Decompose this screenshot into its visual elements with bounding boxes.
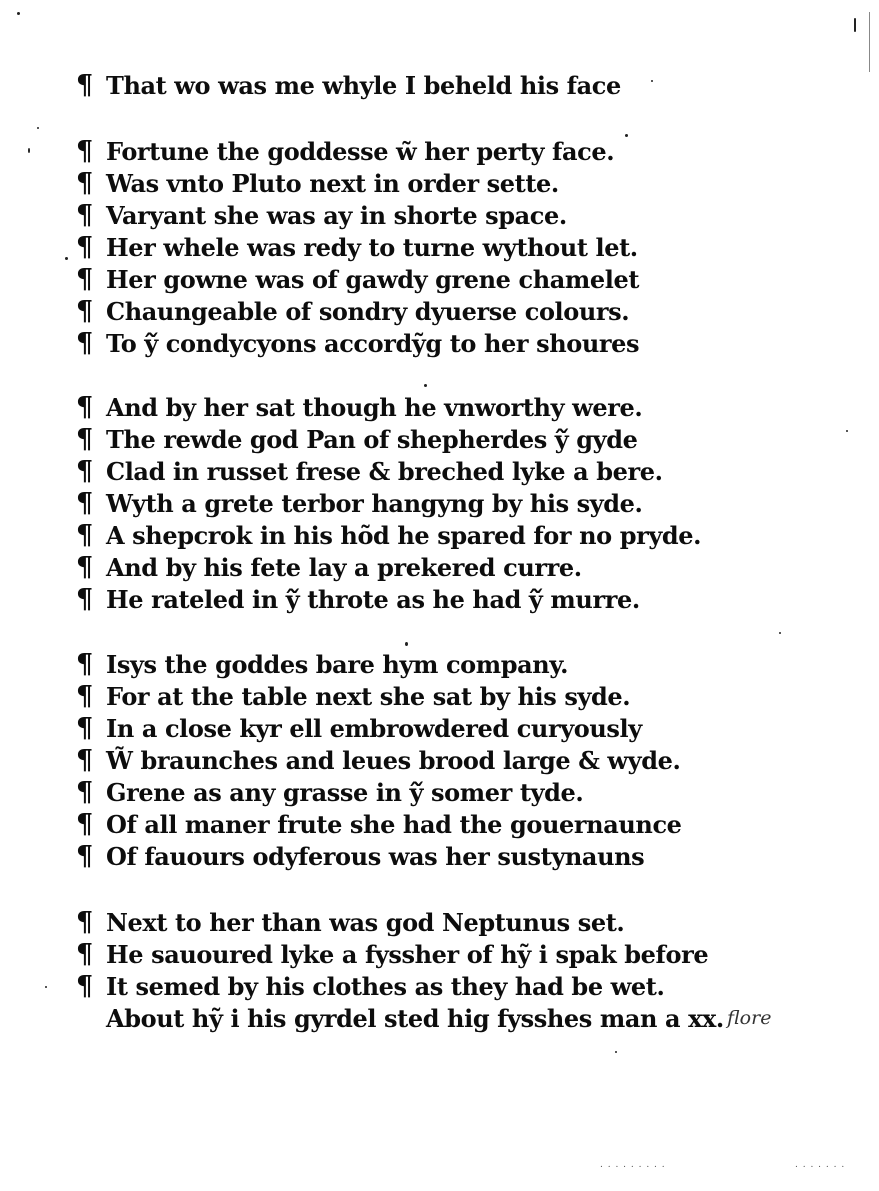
text-line	[76, 940, 708, 970]
ink-speck	[869, 12, 870, 72]
pilcrow-icon: ¶	[76, 584, 93, 615]
ink-speck	[854, 18, 856, 32]
pilcrow-icon: ¶	[76, 777, 93, 808]
line-text: Chaungeable of sondry dyuerse colours.	[106, 297, 630, 326]
page-edge-marks: . . . . . . . . .	[600, 1160, 666, 1170]
text-line	[76, 233, 638, 263]
ink-speck	[779, 632, 781, 634]
ink-speck	[28, 148, 30, 153]
line-text: Clad in russet frese & breched lyke a bere.	[106, 457, 663, 486]
pilcrow-icon: ¶	[76, 200, 93, 231]
pilcrow-icon: ¶	[76, 552, 93, 583]
ink-speck	[625, 134, 628, 137]
text-line	[76, 682, 630, 712]
line-text: Fortune the goddesse w̃ her perty face.	[106, 137, 615, 166]
pilcrow-icon: ¶	[76, 520, 93, 551]
line-text: Her gowne was of gawdy grene chamelet	[106, 265, 640, 294]
text-line	[76, 169, 559, 199]
line-text: Varyant she was ay in shorte space.	[106, 201, 567, 230]
ink-speck	[37, 127, 39, 129]
line-text: Grene as any grasse in y᷉ somer tyde.	[106, 778, 584, 807]
line-text: In a close kyr ell embrowdered curyously	[106, 714, 642, 743]
pilcrow-icon: ¶	[76, 456, 93, 487]
text-line	[76, 265, 639, 295]
line-text: About hỹ i his gyrdel sted hig fysshes man a xx.	[106, 1004, 724, 1033]
text-line	[76, 908, 624, 938]
text-line	[76, 329, 639, 359]
text-line	[76, 585, 640, 615]
pilcrow-icon: ¶	[76, 70, 93, 101]
line-text: Of all maner frute she had the gouernaunce	[106, 810, 682, 839]
text-line	[76, 1004, 724, 1034]
line-text: Wyth a grete terbor hangyng by his syde.	[106, 489, 643, 518]
text-line	[76, 297, 629, 327]
line-text: That wo was me whyle I beheld his face	[106, 71, 621, 100]
text-line	[76, 201, 567, 231]
line-text: The rewde god Pan of shepherdes y᷉ gyde	[106, 425, 638, 454]
pilcrow-icon: ¶	[76, 136, 93, 167]
line-text: Her whele was redy to turne wythout let.	[106, 233, 638, 262]
pilcrow-icon: ¶	[76, 392, 93, 423]
text-line	[76, 553, 582, 583]
pilcrow-icon	[76, 1004, 106, 1034]
line-text: Next to her than was god Neptunus set.	[106, 908, 625, 937]
line-text: He rateled in y᷉ throte as he had y᷉ murre.	[106, 585, 640, 614]
line-text: He sauoured lyke a fyssher of hỹ i spak before	[106, 940, 709, 969]
pilcrow-icon: ¶	[76, 681, 93, 712]
text-line	[76, 393, 642, 423]
line-text: Of fauours odyferous was her sustynauns	[106, 842, 645, 871]
pilcrow-icon: ¶	[76, 264, 93, 295]
line-text: Was vnto Pluto next in order sette.	[106, 169, 559, 198]
line-text: To y᷉ condycyons accordỹg to her shoures	[106, 329, 640, 358]
pilcrow-icon: ¶	[76, 296, 93, 327]
pilcrow-icon: ¶	[76, 939, 93, 970]
ink-speck	[651, 80, 653, 82]
pilcrow-icon: ¶	[76, 168, 93, 199]
text-line	[76, 972, 664, 1002]
pilcrow-icon: ¶	[76, 328, 93, 359]
ink-speck	[17, 12, 20, 15]
line-text: W̃ braunches and leues brood large & wyde.	[106, 746, 681, 775]
page-edge-marks: . . . . . . .	[795, 1160, 846, 1170]
text-line	[76, 489, 643, 519]
margin-annotation: flore	[727, 1007, 772, 1029]
ink-speck	[45, 986, 47, 988]
text-line	[76, 425, 637, 455]
text-line	[76, 650, 568, 680]
pilcrow-icon: ¶	[76, 649, 93, 680]
pilcrow-icon: ¶	[76, 907, 93, 938]
ink-speck	[424, 384, 427, 387]
line-text: And by her sat though he vnworthy were.	[106, 393, 643, 422]
line-text: And by his fete lay a prekered curre.	[106, 553, 582, 582]
pilcrow-icon: ¶	[76, 745, 93, 776]
ink-speck	[405, 642, 408, 646]
text-line	[76, 521, 701, 551]
pilcrow-icon: ¶	[76, 841, 93, 872]
text-line	[76, 842, 644, 872]
text-line	[76, 778, 583, 808]
ink-speck	[615, 1051, 617, 1053]
line-text: Isys the goddes bare hym company.	[106, 650, 569, 679]
pilcrow-icon: ¶	[76, 488, 93, 519]
pilcrow-icon: ¶	[76, 809, 93, 840]
line-text: A shepcrok in his hõd he spared for no pryde.	[106, 521, 702, 550]
line-text: It semed by his clothes as they had be wet.	[106, 972, 665, 1001]
text-line	[76, 137, 614, 167]
ink-speck	[846, 430, 848, 432]
text-line	[76, 714, 642, 744]
text-line	[76, 746, 680, 776]
text-line	[76, 810, 682, 840]
line-text: For at the table next she sat by his syde.	[106, 682, 631, 711]
text-line	[76, 457, 663, 487]
ink-speck	[65, 257, 68, 260]
pilcrow-icon: ¶	[76, 713, 93, 744]
pilcrow-icon: ¶	[76, 232, 93, 263]
pilcrow-icon: ¶	[76, 424, 93, 455]
pilcrow-icon: ¶	[76, 971, 93, 1002]
text-line	[76, 71, 621, 101]
